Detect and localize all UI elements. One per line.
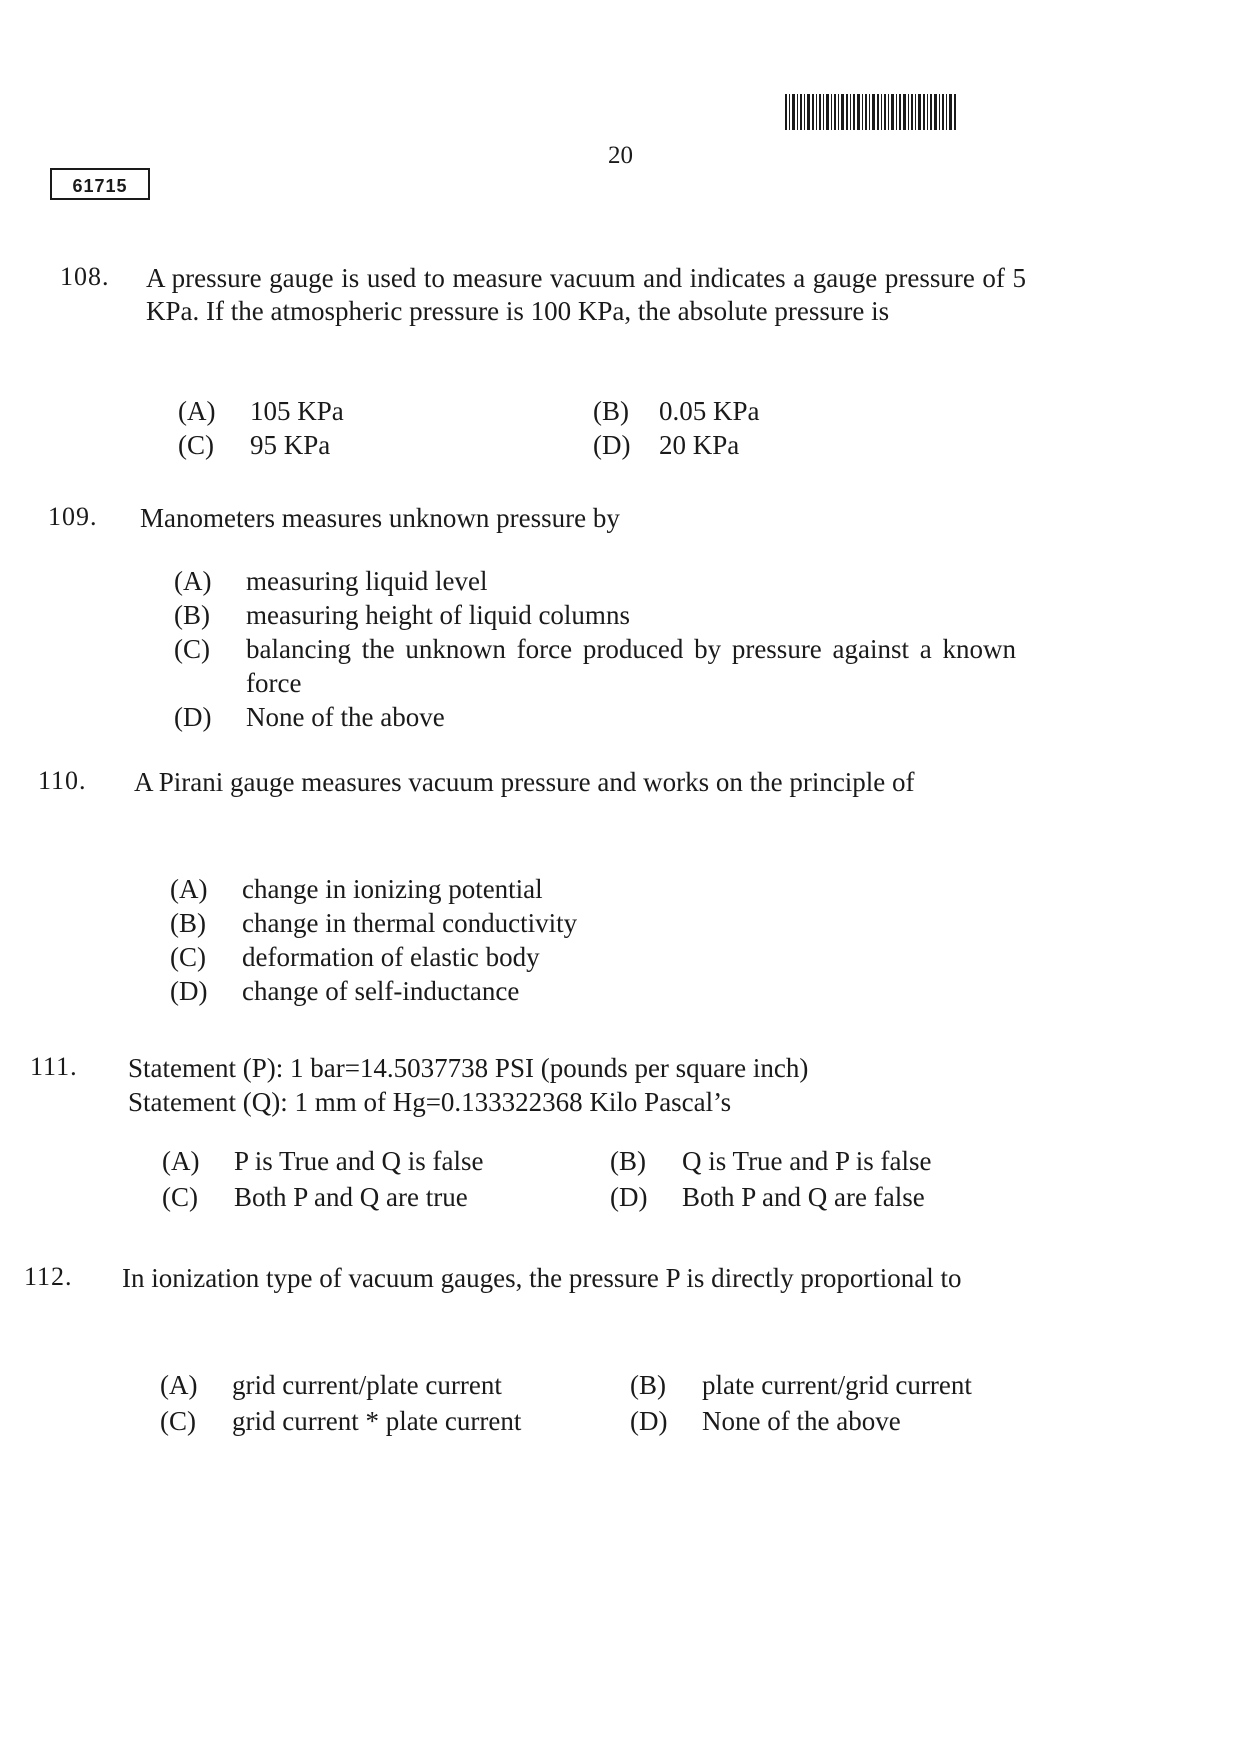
options-grid: [162, 1144, 1042, 1216]
question-text: Manometers measures unknown pressure by: [140, 503, 620, 533]
option-letter: (B): [610, 1146, 646, 1176]
question-109: [48, 502, 1048, 732]
option-text: change in thermal conductivity: [242, 908, 578, 938]
paper-code-box: 61715: [50, 168, 150, 200]
option-text: 105 KPa: [250, 396, 344, 426]
question-text: A pressure gauge is used to measure vacuum and indicates a gauge pressure of 5 KPa. If the atmospheric pressure is 100 KPa, the absolute pressure is: [146, 263, 1026, 326]
question-number: 108.: [60, 262, 110, 291]
option-c: [170, 940, 970, 974]
option-b: [630, 1368, 972, 1402]
option-b: [170, 906, 970, 940]
question-111: [30, 1052, 1030, 1212]
option-a: [174, 564, 1054, 598]
option-letter: (C): [178, 430, 214, 460]
question-statement-p: Statement (P): 1 bar=14.5037738 PSI (pounds per square inch): [128, 1053, 809, 1083]
option-letter: (D): [610, 1182, 648, 1212]
question-number: 110.: [38, 766, 87, 795]
options-list: [170, 872, 970, 1008]
option-letter: (A): [170, 874, 208, 904]
question-108: [60, 262, 1060, 462]
option-text: Both P and Q are true: [234, 1182, 468, 1212]
option-d: [610, 1180, 925, 1214]
option-c: [162, 1180, 468, 1214]
option-text: Both P and Q are false: [682, 1182, 925, 1212]
option-text: None of the above: [246, 702, 445, 732]
option-text: change of self-inductance: [242, 976, 520, 1006]
options-grid: [178, 394, 878, 466]
option-letter: (B): [593, 396, 629, 426]
option-b: [174, 598, 1054, 632]
option-b: [593, 394, 760, 428]
option-text: P is True and Q is false: [234, 1146, 484, 1176]
question-number: 111.: [30, 1052, 78, 1081]
option-a: [162, 1144, 484, 1178]
barcode-icon: [785, 90, 965, 138]
page-number: 20: [608, 142, 633, 169]
option-letter: (D): [174, 702, 212, 732]
option-letter: (B): [170, 908, 206, 938]
question-number: 112.: [24, 1262, 73, 1291]
question-112: [24, 1262, 1024, 1452]
option-text: change in ionizing potential: [242, 874, 543, 904]
option-text: 20 KPa: [659, 430, 740, 460]
option-letter: (B): [630, 1370, 666, 1400]
option-a: [160, 1368, 502, 1402]
question-number: 109.: [48, 502, 98, 531]
option-letter: (D): [630, 1406, 668, 1436]
option-letter: (B): [174, 600, 210, 630]
options-list: [174, 564, 1054, 734]
option-text: grid current/plate current: [232, 1370, 502, 1400]
option-c: [160, 1404, 521, 1438]
option-b: [610, 1144, 932, 1178]
option-text: measuring liquid level: [246, 566, 488, 596]
option-letter: (C): [174, 634, 210, 664]
option-letter: (D): [170, 976, 208, 1006]
option-d: [630, 1404, 901, 1438]
option-letter: (C): [170, 942, 206, 972]
option-text: Q is True and P is false: [682, 1146, 932, 1176]
option-d: [170, 974, 970, 1008]
question-statement-q: Statement (Q): 1 mm of Hg=0.133322368 Kilo Pascal’s: [128, 1087, 732, 1117]
question-text: In ionization type of vacuum gauges, the pressure P is directly proportional to: [122, 1263, 962, 1293]
option-a: [178, 394, 344, 428]
option-letter: (A): [178, 396, 216, 426]
option-d: [593, 428, 739, 462]
option-letter: (A): [162, 1146, 200, 1176]
option-text: None of the above: [702, 1406, 901, 1436]
option-letter: (D): [593, 430, 631, 460]
option-letter: (A): [174, 566, 212, 596]
option-text: balancing the unknown force produced by pressure against a known force: [246, 634, 1016, 698]
option-text: 95 KPa: [250, 430, 331, 460]
options-grid: [160, 1368, 1060, 1440]
option-text: plate current/grid current: [702, 1370, 972, 1400]
option-text: deformation of elastic body: [242, 942, 540, 972]
option-c: [178, 428, 330, 462]
question-110: [38, 766, 1038, 1006]
option-d: [174, 700, 1054, 734]
option-a: [170, 872, 970, 906]
question-text: A Pirani gauge measures vacuum pressure and works on the principle of: [134, 767, 915, 797]
option-c: [174, 632, 1054, 700]
option-letter: (A): [160, 1370, 198, 1400]
option-text: grid current * plate current: [232, 1406, 522, 1436]
option-text: 0.05 KPa: [659, 396, 760, 426]
option-text: measuring height of liquid columns: [246, 600, 630, 630]
option-letter: (C): [160, 1406, 196, 1436]
option-letter: (C): [162, 1182, 198, 1212]
